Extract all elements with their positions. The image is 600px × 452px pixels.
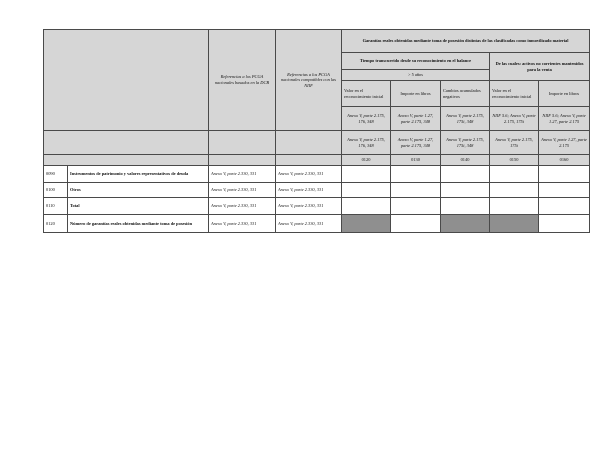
value-cell[interactable] <box>391 198 441 215</box>
row-ref-dcb: Anexo V, parte 2.330, 331 <box>209 183 276 198</box>
row-ref-niif: Anexo V, parte 2.330, 331 <box>276 183 342 198</box>
value-cell[interactable] <box>391 183 441 198</box>
header-ref-dcb: Referencias a los PCGA nacionales basados en la DCB <box>209 30 276 131</box>
collateral-table <box>43 29 590 233</box>
table-row <box>44 215 590 233</box>
ref-0120-dcb: Anexo V, parte 2.175, 176, 348 <box>342 107 391 131</box>
ref-0140-dcb: Anexo V, parte 2.175, 175i, 348 <box>441 107 490 131</box>
value-cell[interactable] <box>490 198 539 215</box>
row-ref-niif: Anexo V, parte 2.330, 331 <box>276 198 342 215</box>
row-label: Instrumentos de patrimonio y valores representativos de deuda <box>68 166 209 183</box>
row-label: Otros <box>68 183 209 198</box>
table-row <box>44 166 590 183</box>
header-non-current-assets: De las cuales: activos no corrientes mantenidos para la venta <box>490 53 590 81</box>
row-ref-dcb: Anexo V, parte 2.330, 331 <box>209 198 276 215</box>
ref-0150-niif: Anexo V, parte 2.175, 175i <box>490 131 539 155</box>
table-row <box>44 198 590 215</box>
value-cell[interactable] <box>342 198 391 215</box>
header-blank-cell-7 <box>276 155 342 166</box>
header-blank-cell-6 <box>209 155 276 166</box>
value-cell[interactable] <box>391 166 441 183</box>
header-blank-cell-4 <box>276 131 342 155</box>
ref-0120-niif: Anexo V, parte 2.175, 176, 348 <box>342 131 391 155</box>
row-label: Total <box>68 198 209 215</box>
value-cell[interactable] <box>441 198 490 215</box>
shaded-cell <box>441 215 490 233</box>
column-code-0140: 0140 <box>441 155 490 166</box>
ref-0130-dcb: Anexo V, parte 1.27, parte 2.175, 348 <box>391 107 441 131</box>
value-cell[interactable] <box>391 215 441 233</box>
header-col-0160: Importe en libros <box>539 81 590 107</box>
value-cell[interactable] <box>539 215 590 233</box>
ref-0160-dcb: NIIF 5.6; Anexo V, parte 1.27, parte 2.175 <box>539 107 590 131</box>
shaded-cell <box>342 215 391 233</box>
row-ref-niif: Anexo V, parte 2.330, 331 <box>276 166 342 183</box>
value-cell[interactable] <box>342 183 391 198</box>
ref-0130-niif: Anexo V, parte 1.27, parte 2.175, 348 <box>391 131 441 155</box>
value-cell[interactable] <box>490 183 539 198</box>
column-code-0120: 0120 <box>342 155 391 166</box>
row-code: 0120 <box>44 215 68 233</box>
row-code: 0110 <box>44 198 68 215</box>
header-blank-cell-3 <box>209 131 276 155</box>
header-col-0120: Valor en el reconocimiento inicial <box>342 81 391 107</box>
value-cell[interactable] <box>539 198 590 215</box>
header-blank-cell <box>44 30 209 131</box>
header-col-0140: Cambios acumulados negativos <box>441 81 490 107</box>
table-row <box>44 183 590 198</box>
header-over-5-years: > 5 años <box>342 70 490 81</box>
ref-0140-niif: Anexo V, parte 2.175, 175i, 348 <box>441 131 490 155</box>
column-code-0160: 0160 <box>539 155 590 166</box>
header-blank-cell-5 <box>44 155 209 166</box>
header-time-elapsed: Tiempo transcurrido desde su reconocimiento en el balance <box>342 53 490 70</box>
header-blank-cell-2 <box>44 131 209 155</box>
column-code-0130: 0130 <box>391 155 441 166</box>
value-cell[interactable] <box>490 166 539 183</box>
row-label: Número de garantías reales obtenidas mediante toma de posesión <box>68 215 209 233</box>
row-code: 0100 <box>44 183 68 198</box>
value-cell[interactable] <box>539 166 590 183</box>
header-ref-niif: Referencias a los PCGA nacionales compatibles con las NIIF <box>276 30 342 131</box>
ref-0150-dcb: NIIF 5.6; Anexo V, parte 2.175, 175i <box>490 107 539 131</box>
row-ref-dcb: Anexo V, parte 2.330, 331 <box>209 166 276 183</box>
value-cell[interactable] <box>441 183 490 198</box>
header-collateral-title: Garantías reales obtenidas mediante toma de posesión distintas de las clasificadas como inmovilizado material <box>342 30 590 53</box>
value-cell[interactable] <box>342 166 391 183</box>
shaded-cell <box>490 215 539 233</box>
ref-0160-niif: Anexo V, parte 1.27, parte 2.175 <box>539 131 590 155</box>
value-cell[interactable] <box>539 183 590 198</box>
value-cell[interactable] <box>441 166 490 183</box>
row-ref-dcb: Anexo V, parte 2.330, 331 <box>209 215 276 233</box>
column-code-0150: 0150 <box>490 155 539 166</box>
row-ref-niif: Anexo V, parte 2.330, 331 <box>276 215 342 233</box>
row-code: 0090 <box>44 166 68 183</box>
header-col-0150: Valor en el reconocimiento inicial <box>490 81 539 107</box>
header-col-0130: Importe en libros <box>391 81 441 107</box>
